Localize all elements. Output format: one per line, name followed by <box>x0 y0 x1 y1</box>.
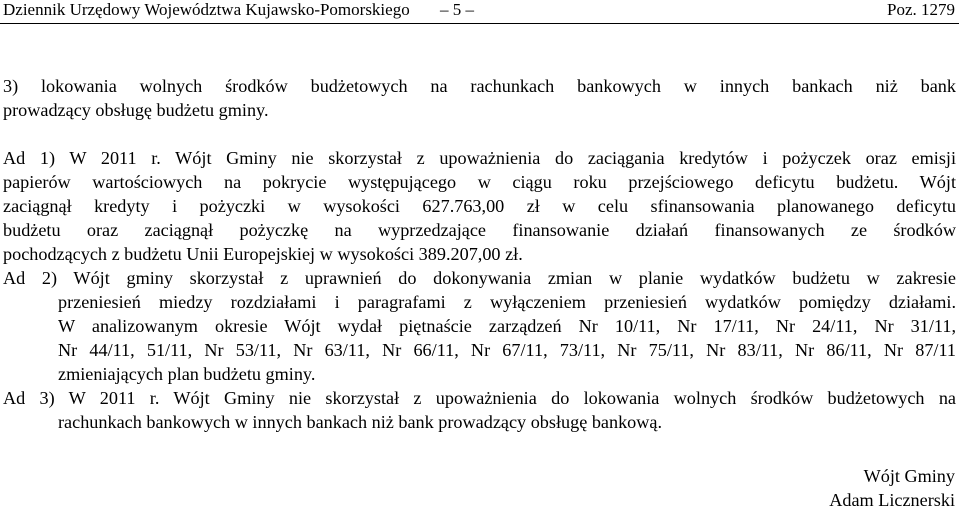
page-number: – 5 – <box>440 0 474 19</box>
item3-line-2: prowadzący obsługę budżetu gminy. <box>3 100 269 120</box>
ad1-line-4: budżetu oraz zaciągnął pożyczkę na wyprzedzające finansowanie działań finansowanych ze środków <box>3 220 956 240</box>
journal-title: Dziennik Urzędowy Województwa Kujawsko-Pomorskiego <box>3 0 410 19</box>
ad1-line-3: zaciągnął kredyty i pożyczki w wysokości 627.763,00 zł w celu sfinansowania planowanego deficytu <box>3 196 956 216</box>
ad2-line-2: przeniesień miedzy rozdziałami i paragrafami z wyłączeniem przeniesień wydatków pomiędzy działami. <box>58 292 956 312</box>
ad1-line-5: pochodzących z budżetu Unii Europejskiej w wysokości 389.207,00 zł. <box>3 244 523 264</box>
ad1-line-1: Ad 1) W 2011 r. Wójt Gminy nie skorzystał z upoważnienia do zaciągania kredytów i pożyczek oraz emisji <box>3 148 956 168</box>
item3-line-1: 3) lokowania wolnych środków budżetowych na rachunkach bankowych w innych bankach niż bank <box>3 76 956 96</box>
ad1-line-2: papierów wartościowych na pokrycie występującego w ciągu roku przejściowego deficytu budżetu. Wójt <box>3 172 956 192</box>
ad3-line-1: Ad 3) W 2011 r. Wójt Gminy nie skorzystał z upoważnienia do lokowania wolnych środków budżetowych na <box>3 388 956 408</box>
signature-name: Adam Licznerski <box>829 490 955 510</box>
ad2-line-5: zmieniających plan budżetu gminy. <box>58 364 316 384</box>
ad3-line-2: rachunkach bankowych w innych bankach niż bank prowadzący obsługę bankową. <box>58 412 663 432</box>
position-number: Poz. 1279 <box>887 0 955 19</box>
ad2-line-4: Nr 44/11, 51/11, Nr 53/11, Nr 63/11, Nr 66/11, Nr 67/11, 73/11, Nr 75/11, Nr 83/11, Nr 86/11, Nr 87/11 <box>58 340 956 360</box>
ad2-line-1: Ad 2) Wójt gminy skorzystał z uprawnień do dokonywania zmian w planie wydatków budżetu w zakresie <box>3 268 956 288</box>
signature-title: Wójt Gminy <box>863 466 955 486</box>
ad2-line-3: W analizowanym okresie Wójt wydał piętnaście zarządzeń Nr 10/11, Nr 17/11, Nr 24/11, Nr 31/11, <box>58 316 956 336</box>
page-header <box>0 0 959 24</box>
